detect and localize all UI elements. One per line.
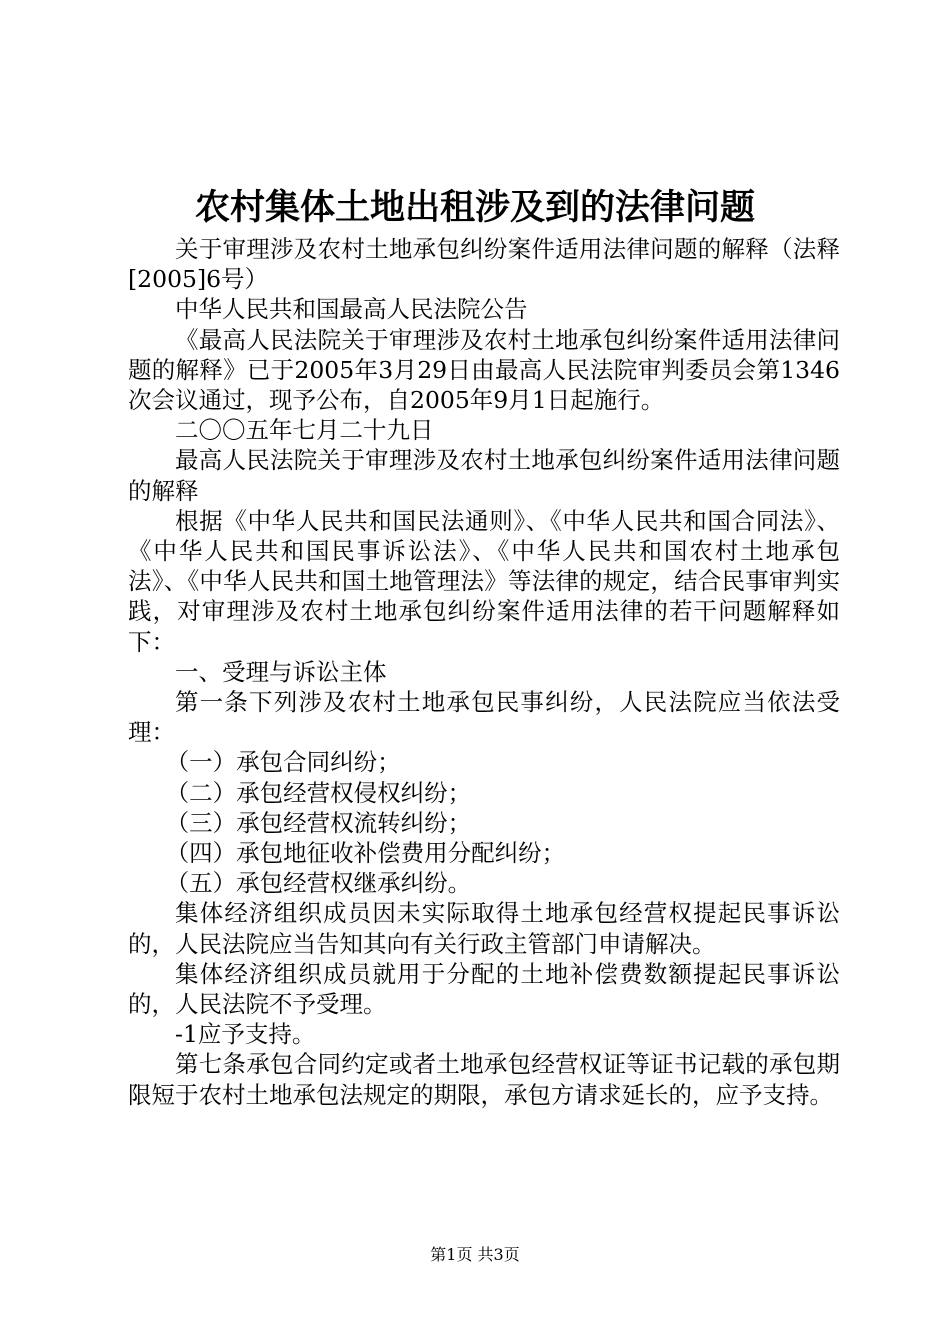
article-7: 第七条承包合同约定或者土地承包经营权证等证书记载的承包期限短于农村土地承包法规定的期限，承包方请求延长的，应予支持。: [128, 1050, 840, 1109]
paragraph-basis: 根据《中华人民共和国民法通则》、《中华人民共和国合同法》、《中华人民共和国民事诉讼法》、《中华人民共和国农村土地承包法》、《中华人民共和国土地管理法》等法律的规定，结合民事审判实践，对审理涉及农村土地承包纠纷案件适用法律的若干问题解释如下：: [128, 506, 840, 656]
list-item: （二）承包经营权侵权纠纷；: [165, 778, 472, 807]
section-heading-1: 一、受理与诉讼主体: [175, 657, 387, 686]
paragraph-interpretation-title: 关于审理涉及农村土地承包纠纷案件适用法律问题的解释（法释[2005]6号）: [128, 235, 840, 294]
list-item: （四）承包地征收补偿费用分配纠纷；: [165, 839, 566, 868]
page-footer: 第1页 共3页: [430, 1245, 520, 1264]
paragraph-announcement-body: 《最高人民法院关于审理涉及农村土地承包纠纷案件适用法律问题的解释》已于2005年3月29日由最高人民法院审判委员会第1346次会议通过，现予公布，自2005年9月1日起施行。: [128, 325, 840, 415]
list-item: （三）承包经营权流转纠纷；: [165, 808, 472, 837]
article-1: 第一条下列涉及农村土地承包民事纠纷，人民法院应当依法受理：: [128, 688, 840, 747]
paragraph-fragment: -1应予支持。: [175, 1020, 316, 1049]
paragraph-collective-members-2: 集体经济组织成员就用于分配的土地补偿费数额提起民事诉讼的，人民法院不予受理。: [128, 959, 840, 1019]
paragraph-collective-members-1: 集体经济组织成员因未实际取得土地承包经营权提起民事诉讼的，人民法院应当告知其向有关行政主管部门申请解决。: [128, 899, 840, 958]
list-item: （一）承包合同纠纷；: [165, 748, 401, 777]
list-item: （五）承包经营权继承纠纷。: [165, 869, 472, 898]
paragraph-interpretation-heading: 最高人民法院关于审理涉及农村土地承包纠纷案件适用法律问题的解释: [128, 446, 840, 505]
paragraph-announcement: 中华人民共和国最高人民法院公告: [175, 295, 528, 324]
document-body: [128, 234, 840, 1110]
document-title: 农村集体土地出租涉及到的法律问题: [194, 187, 755, 228]
paragraph-date: 二〇〇五年七月二十九日: [175, 416, 434, 445]
